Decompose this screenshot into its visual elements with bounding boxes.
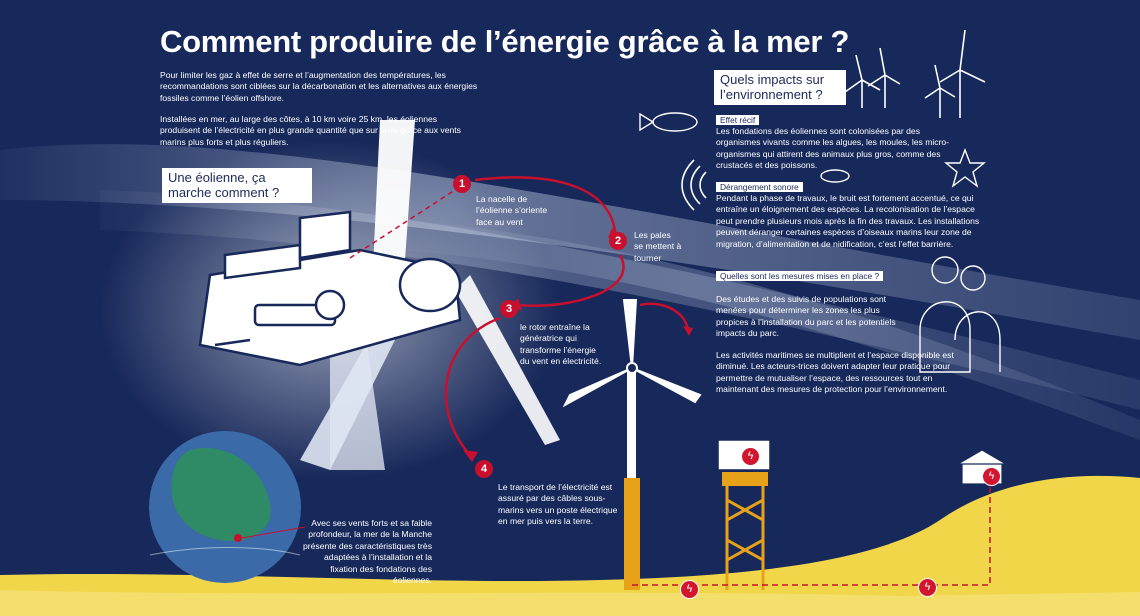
mesures-text-2: Les activités maritimes se multiplient et l’espace disponible est diminué. Les acteurs-trices doivent adapter leur pratique pour permettre de mutualiser l’espace, des ressources tout en maintenant des mesures de protection pour l’environnement. — [716, 350, 954, 395]
step-4-text: Le transport de l’électricité est assuré par des câbles sous-marins vers un poste électrique en mer puis vers la terre. — [498, 482, 618, 527]
step-1-text: La nacelle de l’éolienne s’oriente face au vent — [476, 194, 548, 227]
how-it-works-heading: Une éolienne, ça marche comment ? — [162, 168, 312, 203]
step-2-text: Les pales se mettent à tourner — [634, 230, 682, 263]
effet-recif-text: Les fondations des éoliennes sont colonisées par des organismes vivants comme les algues, les moules, les micro-organismes qui attirent des animaux plus gros, comme des crustacés et des poissons. — [716, 126, 950, 171]
step-3-text: le rotor entraîne la génératrice qui transforme l’énergie du vent en électricité. — [520, 322, 602, 367]
cable-bolt-icon-1: ϟ — [680, 580, 699, 599]
sound-waves-icon — [682, 160, 706, 210]
page-title: Comment produire de l’énergie grâce à la mer ? — [160, 24, 850, 59]
derangement-sonore-text: Pendant la phase de travaux, le bruit est fortement accentué, ce qui entraîne un éloignement des espèces. La recolonisation de l’espace peut prendre plusieurs mois après la fin des travaux. Les installations peuvent déranger certaines espèces d’oiseaux marins leur zone de migration, d’alimentation et de nidification, c’est l’effet barrière. — [716, 193, 980, 249]
intro-paragraph-1: Pour limiter les gaz à effet de serre et l’augmentation des températures, les recommandations sont ciblées sur la décarbonation et les alternatives aux énergies fossiles comme l’éolien offshore. — [160, 70, 478, 103]
step-3-badge: 3 — [500, 300, 518, 318]
land-bolt-icon: ϟ — [982, 467, 1001, 486]
impacts-heading: Quels impacts sur l’environnement ? — [714, 70, 846, 105]
step-2-badge: 2 — [609, 232, 627, 250]
intro-paragraph-2: Installées en mer, au large des côtes, à 10 km voire 25 km, les éoliennes produisent de l’électricité en plus grande quantité que sur terre grâce aux vents marins plus forts et plus réguliers. — [160, 114, 461, 147]
mesures-text-1: Des études et des suivis de populations sont menées pour déterminer les zones les plus propices à l’installation du parc et les potentiels impacts du parc. — [716, 294, 896, 339]
effet-recif-label: Effet récif — [716, 115, 759, 125]
turbine-sketches — [845, 30, 985, 118]
step-1-badge: 1 — [453, 175, 471, 193]
derangement-sonore-label: Dérangement sonore — [716, 182, 803, 192]
manche-caption: Avec ses vents forts et sa faible profondeur, la mer de la Manche présente des caractéristiques très adaptées à l’installation et la fixation des fondations des éoliennes. — [303, 518, 432, 586]
mesures-label: Quelles sont les mesures mises en place ? — [716, 271, 883, 281]
substation-bolt-icon: ϟ — [741, 447, 760, 466]
step-4-badge: 4 — [475, 460, 493, 478]
cable-bolt-icon-2: ϟ — [918, 578, 937, 597]
